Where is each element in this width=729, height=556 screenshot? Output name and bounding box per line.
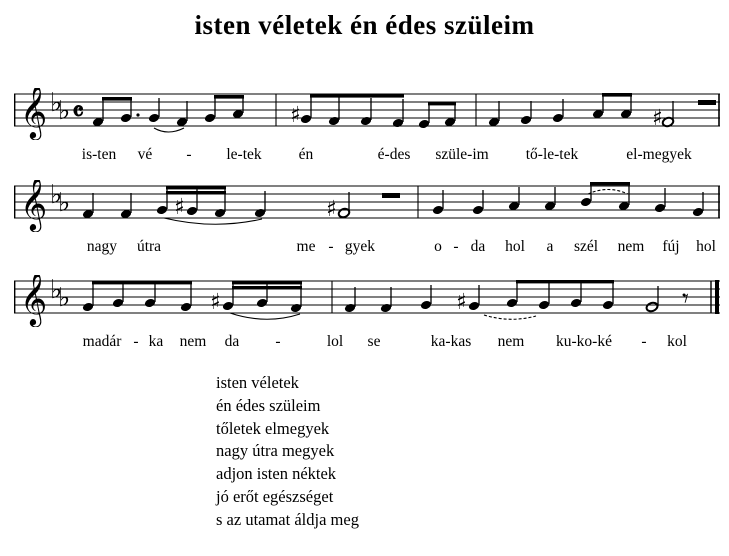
sharp-icon: ♯	[326, 197, 337, 222]
sharp-icon: ♯	[210, 290, 221, 315]
treble-clef-icon: 𝄞	[20, 275, 48, 325]
lyric-syllable: fúj	[662, 238, 680, 255]
staff-3	[14, 275, 720, 327]
lyric-syllable: -	[186, 146, 192, 163]
sharp-icon: ♯	[174, 195, 185, 220]
verse-line: s az utamat áldja meg	[216, 509, 359, 529]
lyric-syllable: kol	[667, 333, 687, 350]
staff-3-svg	[14, 275, 720, 327]
lyric-syllable: o	[434, 238, 442, 255]
lyric-syllable: el-megyek	[626, 146, 692, 163]
note-group	[418, 102, 456, 129]
staff-2-svg	[14, 180, 720, 232]
page-title: isten véletek én édes szüleim	[194, 10, 535, 40]
flat-icon: ♭	[50, 180, 63, 210]
lyric-syllable: é-des	[377, 146, 411, 163]
flat-icon: ♭	[50, 275, 63, 305]
lyric-syllable: nem	[179, 333, 207, 350]
lyric-syllable: le-tek	[226, 146, 262, 163]
verse-line: jó erőt egészséget	[216, 486, 334, 506]
lyric-syllable: nem	[497, 333, 525, 350]
note-group	[290, 94, 404, 128]
staff-2	[14, 180, 720, 232]
lyric-syllable: -	[641, 333, 647, 350]
rest	[382, 193, 400, 198]
flat-icon: ♭	[50, 88, 63, 118]
lyric-syllable: szél	[573, 238, 599, 255]
flat-icon: ♭	[58, 96, 71, 126]
common-time-signature: 𝄴	[72, 97, 85, 128]
lyric-syllable: ku-ko-ké	[556, 333, 612, 350]
lyric-syllable: is-ten	[81, 146, 117, 163]
lyric-syllable: tő-le-tek	[525, 146, 579, 163]
lyric-syllable: nem	[617, 238, 645, 255]
sharp-icon: ♯	[290, 103, 301, 128]
flat-icon: ♭	[58, 283, 71, 313]
note-group	[344, 287, 392, 313]
note-group	[82, 193, 132, 219]
note-group	[488, 99, 564, 127]
lyric-syllable: madár	[82, 333, 122, 350]
lyric-syllable: hol	[696, 238, 716, 255]
verse-line: isten véletek	[216, 373, 299, 392]
staff-1-svg	[14, 88, 720, 140]
lyric-syllable: -	[328, 238, 334, 255]
lyric-syllable: -	[275, 333, 281, 350]
quarter-rest-icon: 𝄾	[682, 284, 689, 314]
lyric-syllable: me	[296, 238, 316, 255]
lyric-syllable: ka-kas	[430, 333, 472, 350]
lyric-syllable: da	[224, 333, 240, 350]
verse-line: tőletek elmegyek	[216, 418, 330, 438]
treble-clef-icon: 𝄞	[20, 88, 48, 138]
note-group	[592, 93, 632, 119]
verse-line: adjon isten néktek	[216, 464, 337, 484]
lyric-syllable: -	[133, 333, 139, 350]
note-group	[645, 286, 658, 313]
flat-icon: ♭	[58, 188, 71, 218]
lyric-syllable: vé	[137, 146, 153, 163]
lyric-syllable: -	[453, 238, 459, 255]
verse-text-block	[216, 372, 359, 532]
lyric-syllable: se	[367, 333, 381, 350]
note-group	[654, 188, 704, 217]
staff-1	[14, 88, 720, 140]
lyric-syllable: ka	[148, 333, 164, 350]
lyric-syllable: da	[470, 238, 486, 255]
lyric-syllable: hol	[505, 238, 525, 255]
verse-line: nagy útra megyek	[216, 441, 335, 461]
rest	[698, 100, 716, 105]
note-group	[148, 98, 188, 132]
sharp-icon: ♯	[652, 106, 663, 131]
note-group	[204, 95, 244, 123]
lyric-syllable: a	[546, 238, 554, 255]
lyric-syllable: gyek	[344, 238, 376, 255]
sharp-icon: ♯	[456, 290, 467, 315]
verse-line: én édes szüleim	[216, 395, 321, 415]
note-group	[432, 187, 556, 215]
treble-clef-icon: 𝄞	[20, 180, 48, 230]
lyric-syllable: nagy	[86, 238, 118, 255]
lyric-syllable: útra	[136, 238, 162, 255]
lyric-syllable: én	[298, 146, 314, 163]
lyric-syllable: szüle-im	[435, 146, 489, 163]
lyric-syllable: lol	[326, 333, 344, 350]
